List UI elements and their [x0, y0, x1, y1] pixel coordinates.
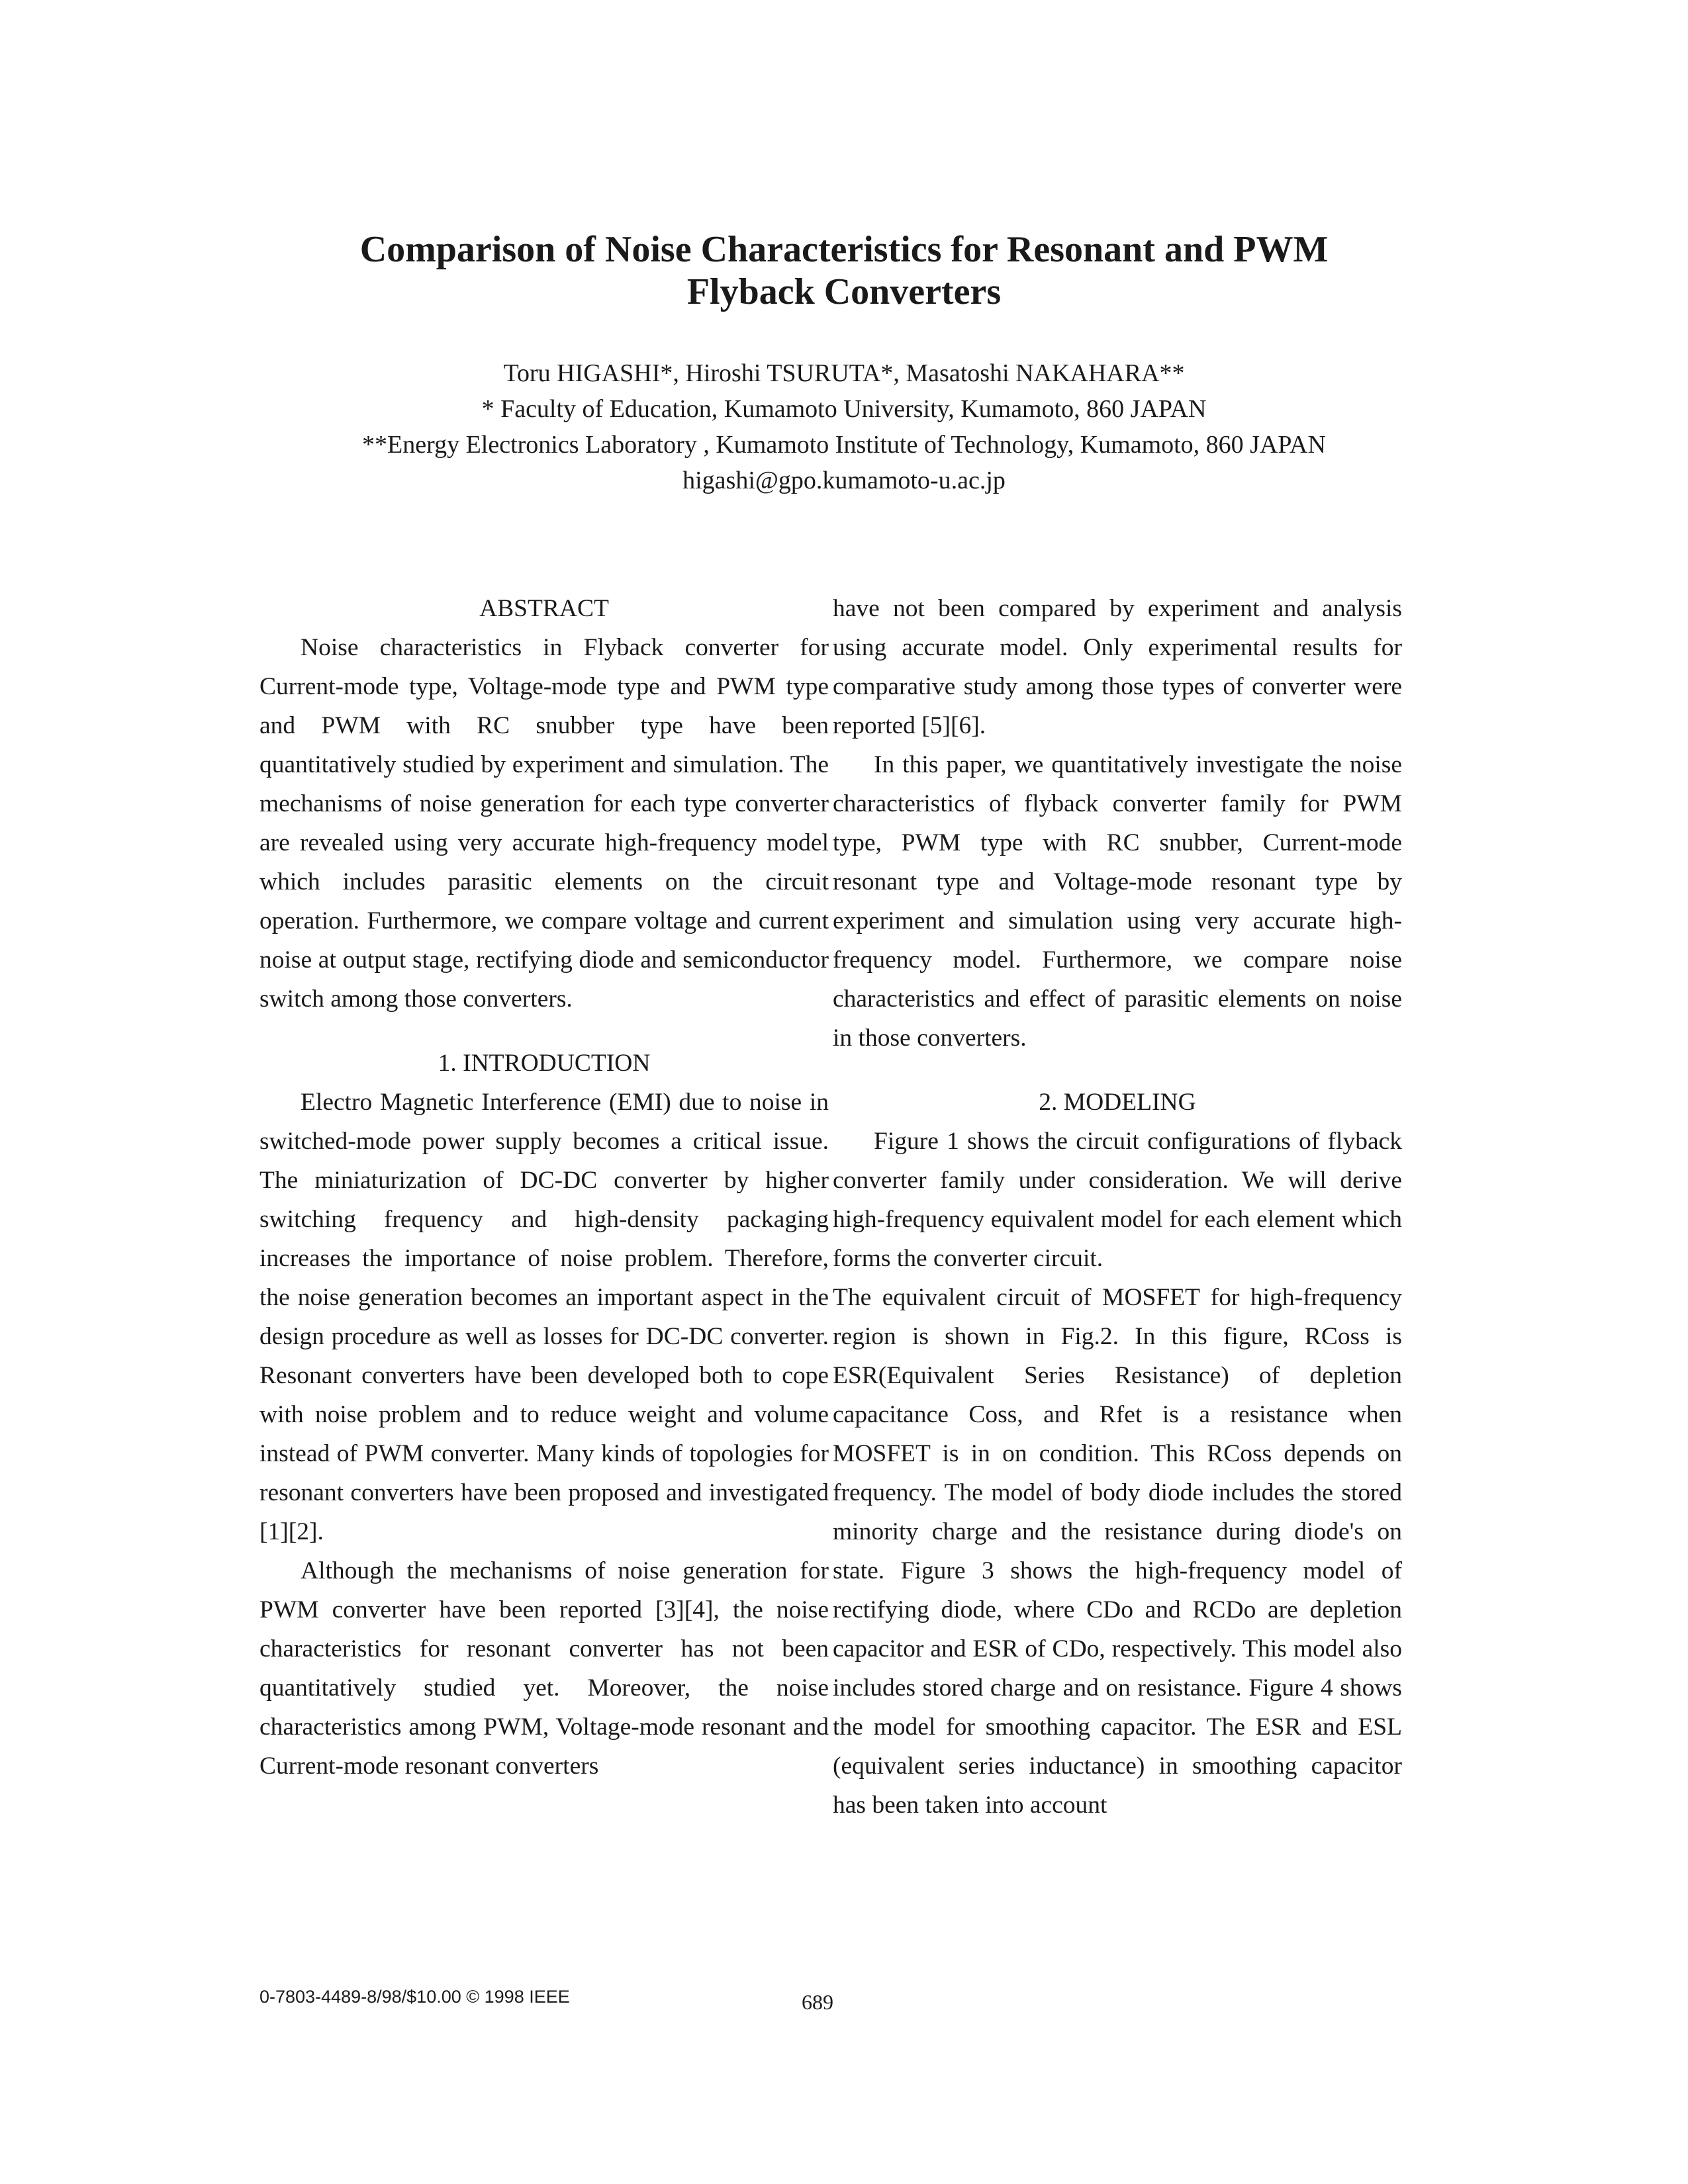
abstract-heading: ABSTRACT: [479, 595, 609, 622]
introduction-paragraph-1: Electro Magnetic Interference (EMI) due to noise in switched-mode power supply becomes a critical issue. The miniaturization of DC-DC converter by higher switching frequency and high-density packaging increases the importance of noise problem. Therefore, the noise generation becomes an important aspect in the design procedure as well as losses for DC-DC converter. Resonant converters have been developed both to cope with noise problem and to reduce weight and volume instead of PWM converter. Many kinds of topologies for resonant converters have been proposed and investigated [1][2].: [259, 1089, 829, 1545]
modeling-paragraph-1: Figure 1 shows the circuit configurations of flyback converter family under consideration. We will derive high-frequency equivalent model for each element which forms the converter circuit.: [833, 1128, 1402, 1272]
abstract-text: Noise characteristics in Flyback converter for Current-mode type, Voltage-mode type and PWM type and PWM with RC snubber type have been quantitatively studied by experiment and simulation. The mechanisms of noise generation for each type converter are revealed using very accurate high-frequency model which includes parasitic elements on the circuit operation. Furthermore, we compare voltage and current noise at output stage, rectifying diode and semiconductor switch among those converters.: [259, 634, 829, 1013]
modeling-heading: 2. MODELING: [1039, 1089, 1196, 1116]
introduction-paragraph-3: In this paper, we quantitatively investigate the noise characteristics of flyback converter family for PWM type, PWM type with RC snubber, Current-mode resonant type and Voltage-mode resonant type by experiment and simulation using very accurate high-frequency model. Furthermore, we compare noise characteristics and effect of parasitic elements on noise in those converters.: [833, 751, 1402, 1052]
title-line-2: Flyback Converters: [686, 271, 1002, 312]
section-gap: [259, 1019, 829, 1044]
page-number: 689: [802, 1990, 833, 2014]
introduction-paragraph-2-continued: have not been compared by experiment and analysis using accurate model. Only experimental results for comparative study among those types of converter were reported [5][6].: [833, 595, 1402, 739]
left-column: [259, 589, 829, 1786]
introduction-heading: 1. INTRODUCTION: [438, 1050, 651, 1077]
author-names: Toru HIGASHI*, Hiroshi TSURUTA*, Masatoshi NAKAHARA**: [503, 359, 1185, 387]
right-column: [833, 589, 1402, 1825]
modeling-paragraph-2: The equivalent circuit of MOSFET for high-frequency region is shown in Fig.2. In this figure, RCoss is ESR(Equivalent Series Resistance) of depletion capacitance Coss, and Rfet is a resistance when MOSFET is in on condition. This RCoss depends on frequency. The model of body diode includes the stored minority charge and the resistance during diode's on state. Figure 3 shows the high-frequency model of rectifying diode, where CDo and RCDo are depletion capacitor and ESR of CDo, respectively. This model also includes stored charge and on resistance. Figure 4 shows the model for smoothing capacitor. The ESR and ESL (equivalent series inductance) in smoothing capacitor has been taken into account: [833, 1284, 1402, 1819]
affiliation-1: * Faculty of Education, Kumamoto University, Kumamoto, 860 JAPAN: [481, 395, 1207, 423]
title-line-1: Comparison of Noise Characteristics for Resonant and PWM: [359, 229, 1329, 270]
affiliation-2: **Energy Electronics Laboratory , Kumamoto Institute of Technology, Kumamoto, 860 JAPAN: [362, 431, 1326, 459]
introduction-paragraph-2: Although the mechanisms of noise generation for PWM converter have been reported [3][4], the noise characteristics for resonant converter has not been quantitatively studied yet. Moreover, the noise characteristics among PWM, Voltage-mode resonant and Current-mode resonant converters: [259, 1557, 829, 1780]
copyright-notice: 0-7803-4489-8/98/$10.00 © 1998 IEEE: [259, 1987, 570, 2007]
section-gap: [833, 1058, 1402, 1083]
author-block: [199, 355, 1489, 498]
paper-title: [199, 228, 1489, 313]
author-email: higashi@gpo.kumamoto-u.ac.jp: [682, 467, 1006, 494]
